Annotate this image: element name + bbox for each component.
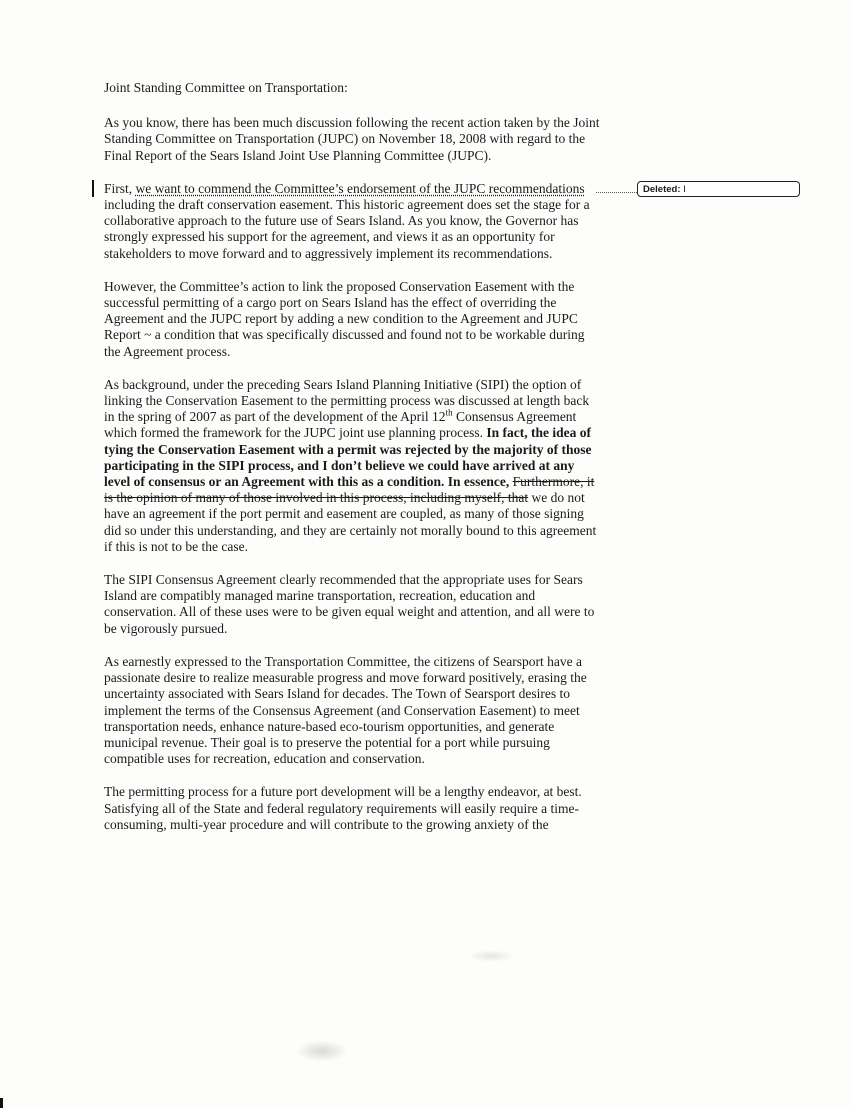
scan-smudge bbox=[468, 950, 514, 962]
paragraph-5: The SIPI Consensus Agreement clearly recommended that the appropriate uses for Sears Island are compatibly managed marine transportation, recreation, education and conservation. All of these uses were to be given equal weight and attention, and all were to be vigorously pursued. bbox=[104, 572, 595, 636]
scan-smudge bbox=[296, 1040, 348, 1062]
paragraph-4 bbox=[104, 377, 602, 555]
paragraph-7: The permitting process for a future port development will be a lengthy endeavor, at best. Satisfying all of the State and federal regulatory requirements will easily require a time-consuming, multi-year procedure and will contribute to the growing anxiety of the bbox=[104, 784, 582, 832]
comment-leader-line bbox=[596, 192, 637, 193]
comment-label: Deleted: bbox=[643, 184, 681, 195]
paragraph-3: However, the Committee’s action to link the proposed Conservation Easement with the successful permitting of a cargo port on Sears Island has the effect of overriding the Agreement and the JUPC report by adding a new condition to the Agreement and JUPC Report ~ a condition that was specifically discussed and found not to be workable during the Agreement process. bbox=[104, 278, 585, 359]
paragraph-2 bbox=[104, 181, 602, 262]
ordinal-superscript: th bbox=[445, 407, 453, 418]
paragraph-4-start: As background, under the preceding Sears Island Planning Initiative (SIPI) the option of linking the Conservation Easement to the permitting process was discussed at length back in the spring of 2007 as part of the development of the April 12 bbox=[104, 376, 590, 425]
paragraph-2-start: First, bbox=[104, 180, 136, 196]
salutation: Joint Standing Committee on Transportation: bbox=[104, 80, 348, 95]
scan-edge-mark bbox=[0, 1098, 3, 1108]
paragraph-4-middle: Consensus Agreement which formed the framework for the JUPC joint use planning process. bbox=[104, 409, 577, 441]
comment-deleted-text: I bbox=[683, 184, 686, 195]
paragraph-6: As earnestly expressed to the Transportation Committee, the citizens of Searsport have a passionate desire to realize measurable progress and move forward positively, erasing the uncertainty associated with Sears Island for decades. The Town of Searsport desires to implement the terms of the Consensus Agreement (and Conservation Easement) to meet transportation needs, enhance nature-based eco-tourism opportunities, and generate municipal revenue. Their goal is to preserve the potential for a port while pursuing compatible uses for recreation, education and conservation. bbox=[104, 653, 587, 767]
paragraph-1: As you know, there has been much discussion following the recent action taken by the Joint Standing Committee on Transportation (JUPC) on November 18, 2008 with regard to the Final Report of the Sears Island Joint Use Planning Committee (JUPC). bbox=[104, 115, 600, 163]
paragraph-2-rest: including the draft conservation easement. This historic agreement does set the stage for a collaborative approach to the future use of Sears Island. As you know, the Governor has strongly expressed his support for the agreement, and views it as an opportunity for stakeholders to move forward and to aggressively implement its recommendations. bbox=[104, 197, 590, 261]
paragraph-4-bold-insert: In fact, the idea of tying the Conservation Easement with a permit was rejected by the majority of those participating in the SIPI process, and I don’t believe we could have arrived at any level of consensus or an Agreement with this as a condition. In essence, bbox=[104, 425, 592, 490]
letter-body bbox=[104, 80, 602, 850]
paragraph-4-end: we do not have an agreement if the port permit and easement are coupled, as many of those signing did so under this understanding, and they are certainly not morally bound to this agreement if this is not to be the case. bbox=[104, 490, 597, 554]
revision-change-bar bbox=[92, 180, 94, 197]
paragraph-2-tracked-insert: we want to commend the Committee’s endorsement of the JUPC recommendations bbox=[135, 180, 585, 196]
paragraph-4-struck-text: Furthermore, it is the opinion of many of those involved in this process, including myself, that bbox=[104, 474, 595, 506]
deleted-comment-balloon bbox=[637, 181, 800, 197]
